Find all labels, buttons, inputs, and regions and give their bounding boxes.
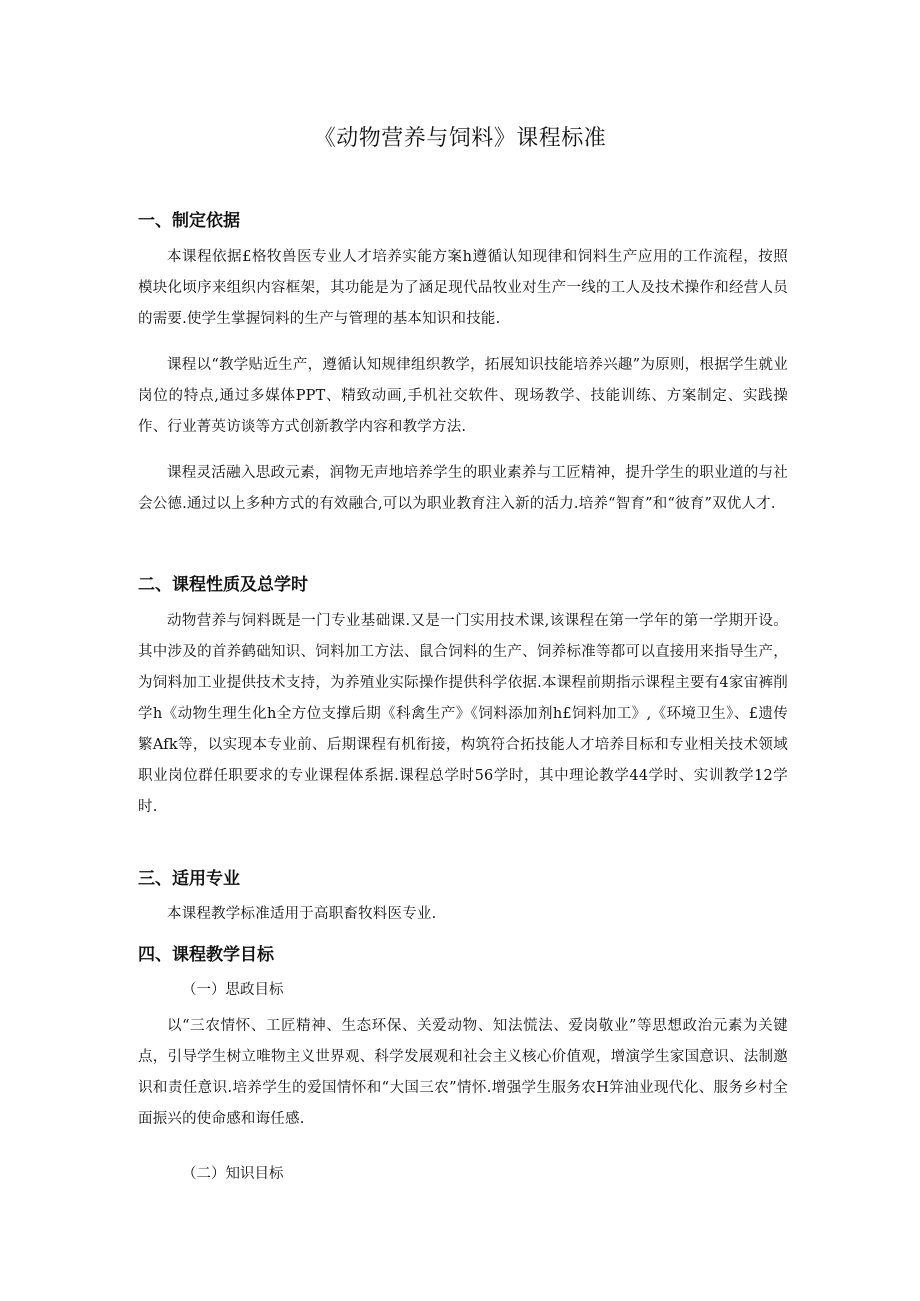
section-basis-paragraph-2: 课程以“教学贴近生产，遵循认知规律组织教学，拓展知识技能培养兴趣”为原则，根据学生就业岗位的特点,通过多媒体PPT、精致动画,手机社交软件、现场教学、技能训练、方案制定、实践操作、行业菁英访谈等方式创新教学内容和教学方法. [138,357,788,435]
document-title: 《动物营养与饲料》课程标准 [313,126,607,151]
section-heading-applicable-major: 三、适用专业 [138,869,240,889]
section-heading-objectives: 四、课程教学目标 [138,945,274,965]
section-applicable-major-paragraph: 本课程教学标准适用于高职畜牧料医专业. [167,906,437,922]
section-heading-nature: 二、课程性质及总学时 [138,575,308,595]
section-heading-basis: 一、制定依据 [138,211,240,231]
subheading-ideological-objectives: （一）思政目标 [182,982,284,998]
section-basis-paragraph-3: 课程灵活融入思政元素，润物无声地培养学生的职业素养与工匠精神，提升学生的职业道的与社会公德.通过以上多种方式的有效融合,可以为职业教育注入新的活力.培养“智育”和“彼育”双优人才. [138,465,788,512]
section-basis-paragraph-1: 本课程依据£格牧兽医专业人才培养实能方案h遵循认知现律和饲料生产应用的工作流程，按照模块化顷序来组织内容框架，其功能是为了涵足现代品牧业对生产一线的工人及技术操作和经营人员的需要.使学生掌握饲料的生产与管理的基本知识和技能. [138,249,788,327]
subheading-knowledge-objectives: （二）知识目标 [182,1166,284,1182]
section-nature-paragraph-1: 动物营养与饲料既是一门专业基础课.又是一门实用技术课,该课程在第一学年的第一学期开设。其中涉及的首养鹤础知识、饲料加工方法、鼠合饲料的生产、饲养标准等都可以直接用来指导生产，为饲料加工业提供技术支持，为养殖业实际操作提供科学依据.本课程前期指示课程主要有4家宙裤削学h《动物生理生化h全方位支撑后期《科禽生产》《饲料添加剂h£饲料加工》,《环境卫生》、£遗传繁Afk等，以实现本专业前、后期课程有机衔接，构筑符合拓技能人才培养目标和专业相关技术领域职业岗位群任职要求的专业课程体系据.课程总学时56学时，其中理论教学44学时、实训教学12学时. [138,613,788,815]
ideological-objectives-paragraph: 以“三农情怀、工匠精神、生态环保、关爱动物、知法慌法、爱岗敬业”等思想政治元素为关键点，引导学生树立唯物主义世界观、科学发展观和社会主义核心价值观，增演学生家国意识、法制邀识和责任意识.培养学生的爱国情怀和“大国三农”情怀.增强学生服务农H笄油业现代化、服务乡村全面振兴的使命感和诲任感. [138,1018,788,1127]
